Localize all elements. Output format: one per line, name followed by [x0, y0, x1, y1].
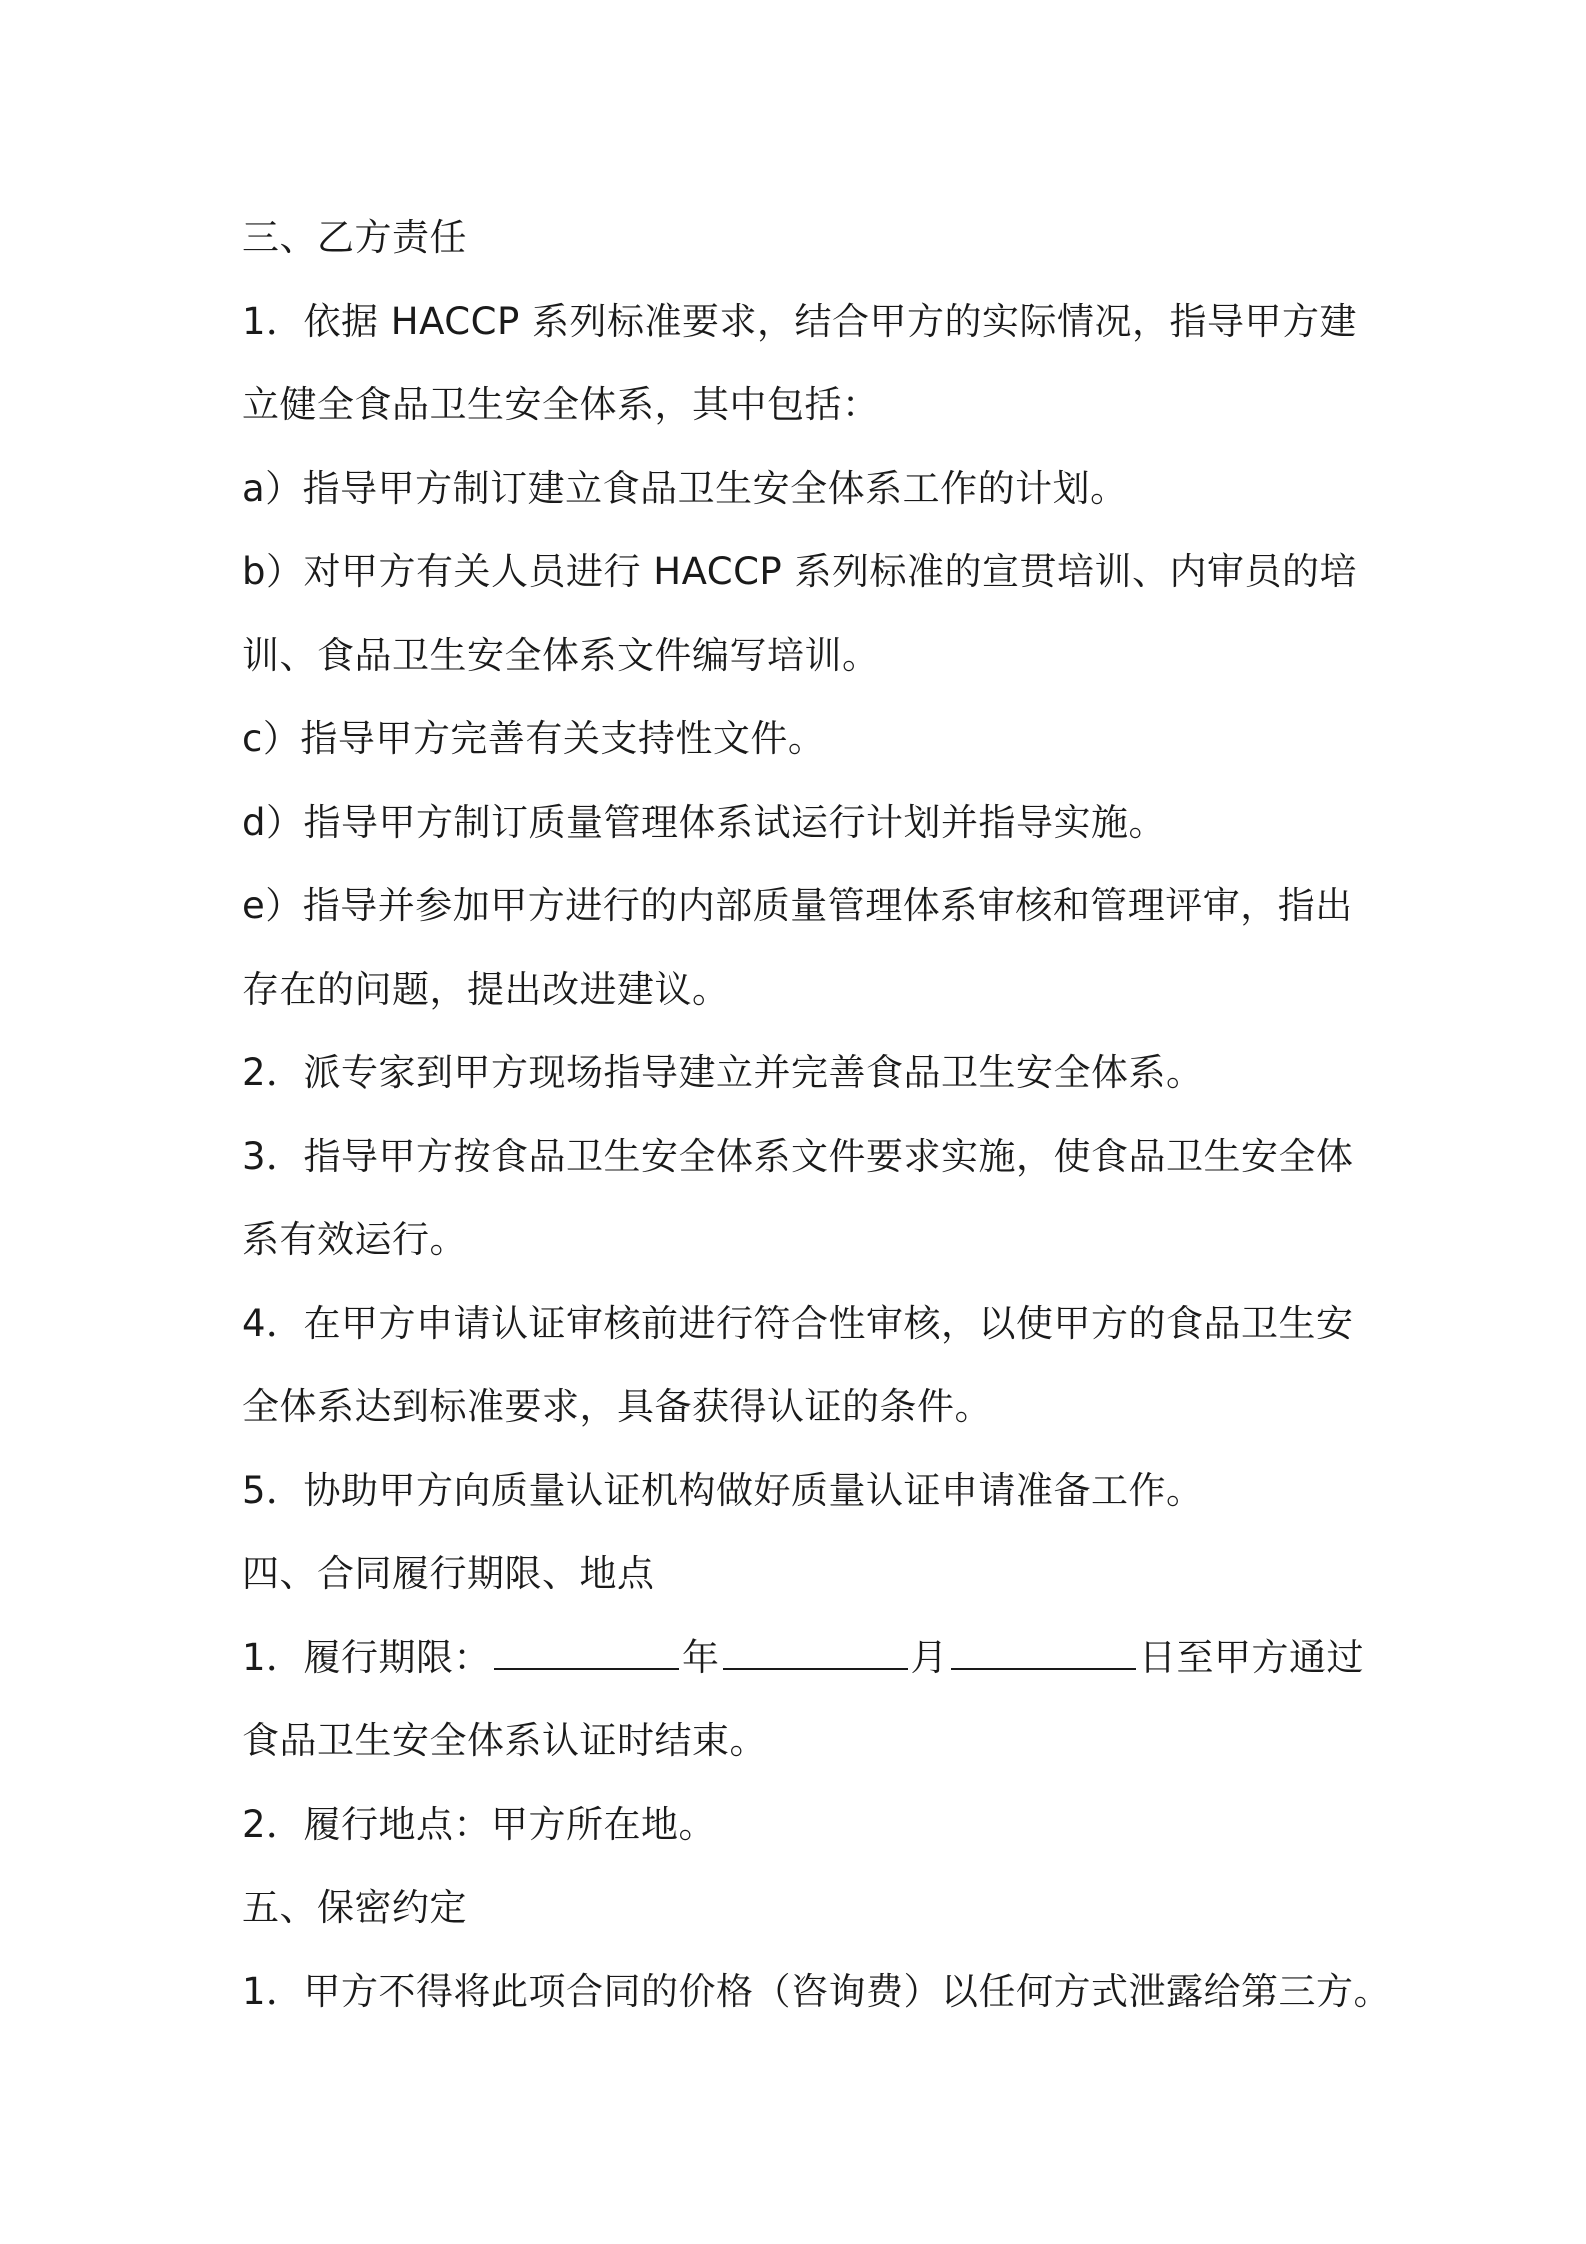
paragraph-line: 食品卫生安全体系认证时结束。	[242, 1719, 767, 1762]
paragraph-line: e）指导并参加甲方进行的内部质量管理体系审核和管理评审，指出	[242, 884, 1353, 927]
year-blank	[494, 1638, 679, 1670]
term-month: 月	[910, 1635, 949, 1679]
paragraph-line: 系有效运行。	[242, 1218, 467, 1261]
document-body	[242, 196, 1392, 2033]
paragraph-line: 4．在甲方申请认证审核前进行符合性审核，以使甲方的食品卫生安	[242, 1301, 1354, 1345]
section-heading: 四、合同履行期限、地点	[242, 1552, 655, 1595]
paragraph-line: b）对甲方有关人员进行 HACCP 系列标准的宣贯培训、内审员的培	[242, 550, 1357, 593]
term-year: 年	[682, 1635, 720, 1679]
paragraph-line: c）指导甲方完善有关支持性文件。	[242, 717, 826, 760]
paragraph-line: 训、食品卫生安全体系文件编写培训。	[242, 633, 880, 677]
paragraph-line: 全体系达到标准要求，具备获得认证的条件。	[242, 1385, 992, 1428]
paragraph-line: 1．依据 HACCP 系列标准要求，结合甲方的实际情况，指导甲方建	[242, 299, 1358, 343]
paragraph-line: 3．指导甲方按食品卫生安全体系文件要求实施，使食品卫生安全体	[242, 1134, 1354, 1178]
term-line	[242, 1616, 1365, 1700]
paragraph-line: a）指导甲方制订建立食品卫生安全体系工作的计划。	[242, 466, 1128, 510]
section-heading: 五、保密约定	[242, 1886, 467, 1929]
paragraph-line: 存在的问题，提出改进建议。	[242, 967, 730, 1011]
term-prefix: 1．履行期限：	[242, 1635, 492, 1679]
term-suffix: 日至甲方通过	[1139, 1635, 1365, 1679]
section-heading: 三、乙方责任	[242, 216, 467, 259]
day-blank	[951, 1638, 1136, 1670]
paragraph-line: 立健全食品卫生安全体系，其中包括：	[242, 383, 880, 426]
paragraph-line: 1．甲方不得将此项合同的价格（咨询费）以任何方式泄露给第三方。	[242, 1969, 1392, 2013]
paragraph-line: d）指导甲方制订质量管理体系试运行计划并指导实施。	[242, 800, 1166, 844]
paragraph-line: 2．派专家到甲方现场指导建立并完善食品卫生安全体系。	[242, 1051, 1204, 1094]
month-blank	[723, 1638, 908, 1670]
paragraph-line: 2．履行地点：甲方所在地。	[242, 1802, 717, 1846]
paragraph-line: 5．协助甲方向质量认证机构做好质量认证申请准备工作。	[242, 1468, 1204, 1512]
